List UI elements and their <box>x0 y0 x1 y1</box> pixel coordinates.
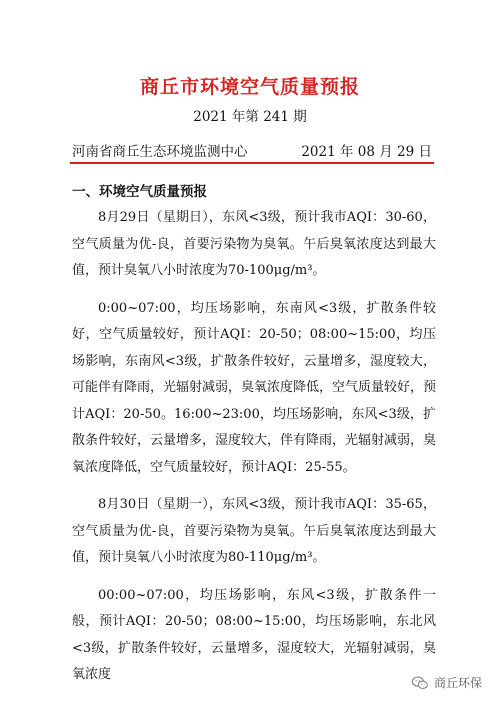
wechat-icon <box>411 676 429 690</box>
paragraph-aug30-summary: 8月30日（星期一），东风<3级，预计我市AQI：35-65，空气质量为优-良，首要污染物为臭氧。午后臭氧浓度达到最大值，预计臭氧八小时浓度为80-110μg/m³。 <box>72 497 436 565</box>
issue-number: 2021 年第 241 期 <box>193 109 307 125</box>
section-heading: 一、环境空气质量预报 <box>72 184 207 200</box>
publish-date: 2021 年 08 月 29 日 <box>301 144 432 160</box>
document-title: 商丘市环境空气质量预报 <box>139 76 360 98</box>
paragraph-aug29-hourly: 0:00~07:00，均压场影响，东南风<3级，扩散条件较好，空气质量较好，预计AQI：20-50；08:00~15:00，均压场影响，东南风<3级，扩散条件较好，云量增多，湿度较大，可能伴有降雨，光辐射减弱，臭氧浓度降低，空气质量较好，预计AQI：20-50。16:00~23:00，均压场影响，东风<3级，扩散条件较好，云量增多，湿度较大，伴有降雨，光辐射减弱，臭氧浓度降低，空气质量较好，预计AQI：25-55。 <box>72 300 437 475</box>
paragraph-aug30-hourly: 00:00~07:00，均压场影响，东风<3级，扩散条件一般，预计AQI：20-50；08:00~15:00，均压场影响，东北风<3级，扩散条件较好，云量增多，湿度较大，光辐射减弱，臭氧浓度 <box>72 587 436 682</box>
header-divider <box>70 162 434 164</box>
watermark <box>411 674 482 691</box>
watermark-text: 商丘环保 <box>433 676 482 690</box>
forecast-body <box>72 205 436 700</box>
agency-name: 河南省商丘生态环境监测中心 <box>72 144 248 160</box>
meta-row <box>72 140 432 160</box>
paragraph-aug29-summary: 8月29日（星期日），东风<3级，预计我市AQI：30-60，空气质量为优-良，首要污染物为臭氧。午后臭氧浓度达到最大值，预计臭氧八小时浓度为70-100μg/m³。 <box>72 210 436 278</box>
